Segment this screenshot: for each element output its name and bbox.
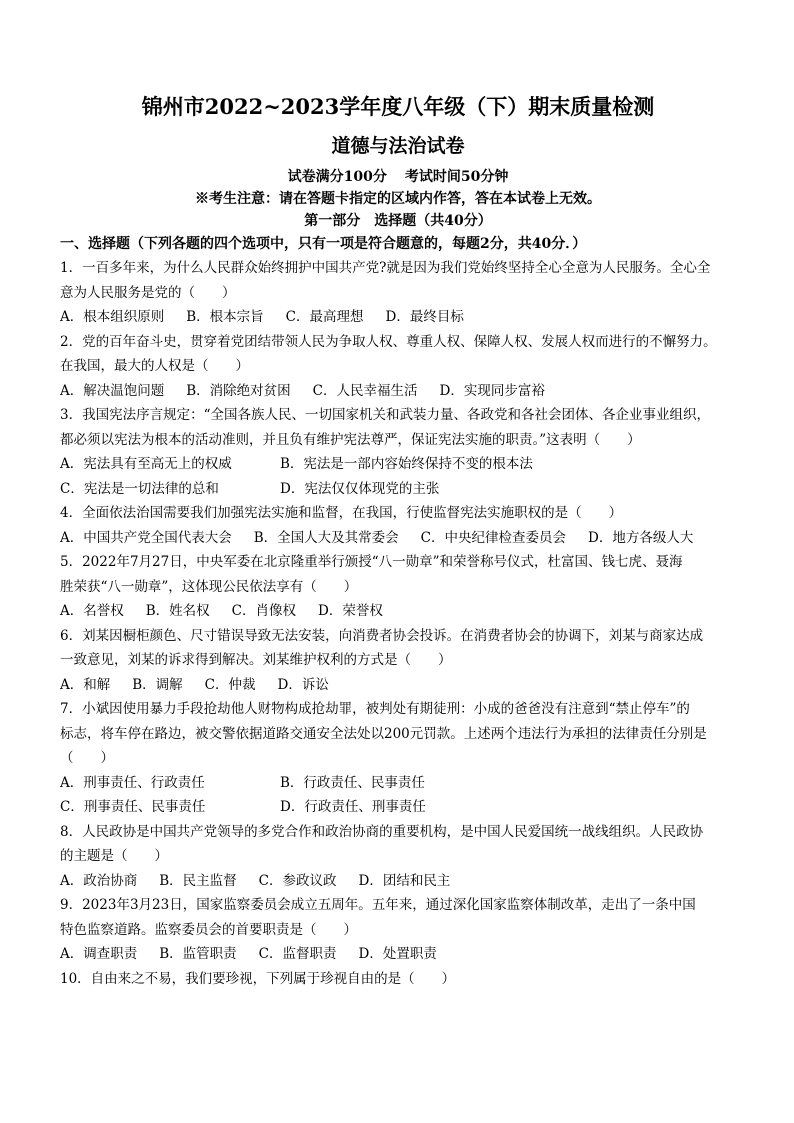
question-3: [60, 403, 736, 501]
answer-option: D．地方各级人大: [588, 529, 694, 546]
question-stem-line: 的主题是（ ）: [60, 848, 168, 864]
option-row: [60, 526, 736, 551]
question-1: [60, 256, 736, 330]
option-row: [60, 795, 736, 820]
question-stem-line: （ ）: [60, 750, 114, 766]
answer-option: D．行政责任、刑事责任: [280, 799, 426, 815]
option-row: [60, 305, 736, 330]
answer-option: B．民主监督: [159, 872, 237, 889]
answer-option: A．宪法具有至高无上的权威: [60, 456, 232, 472]
option-row: [60, 942, 736, 967]
section-title: 一、选择题（下列各题的四个选项中，只有一项是符合题意的，每题2分，共40分．）: [60, 236, 587, 252]
question-stem-line: 1．一百多年来，为什么人民群众始终拥护中国共产党?就是因为我们党始终坚持全心全意为人民服务。全心全: [60, 260, 711, 276]
answer-option: A．中国共产党全国代表大会: [60, 529, 232, 546]
question-stem-line: 标志，将车停在路边，被交警依据道路交通安全法处以200元罚款。上述两个违法行为承担的法律责任分别是: [60, 725, 707, 742]
answer-option: B．宪法是一部内容始终保持不变的根本法: [280, 456, 533, 472]
question-stem-line: 3．我国宪法序言规定：“全国各族人民、一切国家机关和武装力量、各政党和各社会团体、各企业事业组织，: [60, 407, 710, 423]
answer-option: C．仲裁: [204, 676, 256, 693]
exam-notice: ※考生注意：请在答题卡指定的区域内作答，答在本试卷上无效。: [195, 191, 601, 207]
option-row: [60, 673, 736, 698]
question-5: [60, 550, 736, 624]
answer-option: B．行政责任、民事责任: [280, 774, 425, 791]
question-stem-line: 2．党的百年奋斗史，贯穿着党团结带领人民为争取人权、尊重人权、保障人权、发展人权而进行的不懈努力。: [60, 333, 717, 350]
answer-option: C．人民幸福生活: [312, 382, 418, 399]
exam-subtitle: 道德与法治试卷: [331, 135, 465, 157]
exam-info-line: [60, 166, 736, 188]
question-7: [60, 697, 736, 820]
question-9: [60, 893, 736, 967]
answer-option: A．政治协商: [60, 872, 138, 889]
question-stem-line: 4．全面依法治国需要我们加强宪法实施和监督，在我国，行使监督宪法实施职权的是（ ）: [60, 505, 623, 521]
score-info: 试卷满分100分: [287, 169, 387, 185]
question-stem-line: 10．自由来之不易，我们要珍视，下列属于珍视自由的是（ ）: [60, 970, 456, 987]
answer-option: C．宪法是一切法律的总和: [60, 480, 219, 497]
question-6: [60, 624, 736, 698]
option-row: [60, 599, 736, 624]
option-row: [60, 379, 736, 404]
answer-option: D．团结和民主: [358, 872, 451, 889]
answer-option: A．名誉权: [60, 603, 124, 619]
answer-option: B．调解: [132, 676, 183, 693]
answer-option: D．实现同步富裕: [439, 382, 545, 399]
question-stem-line: 在我国，最大的人权是（ ）: [60, 358, 249, 374]
answer-option: C．刑事责任、民事责任: [60, 799, 206, 815]
option-row: [60, 869, 736, 894]
part-title: 第一部分 选择题（共40分）: [304, 213, 492, 229]
answer-option: D．诉讼: [277, 676, 329, 693]
answer-option: A．刑事责任、行政责任: [60, 774, 205, 791]
question-2: [60, 330, 736, 404]
answer-option: D．荣誉权: [318, 603, 383, 619]
option-row: [60, 477, 736, 502]
answer-option: D．宪法仅仅体现党的主张: [280, 480, 440, 497]
time-info: 考试时间50分钟: [404, 169, 509, 185]
answer-option: B．姓名权: [145, 603, 210, 619]
answer-option: D．处置职责: [358, 946, 437, 962]
answer-option: B．消除绝对贫困: [186, 382, 291, 399]
option-row: [60, 452, 736, 477]
answer-option: A．和解: [60, 676, 111, 693]
answer-option: A．根本组织原则: [60, 309, 165, 325]
exam-page: [60, 90, 736, 991]
question-stem-line: 都必须以宪法为根本的活动准则，并且负有维护宪法尊严，保证宪法实施的职责。”这表明（ ）: [60, 431, 641, 448]
answer-option: B．根本宗旨: [186, 309, 264, 325]
answer-option: A．解决温饱问题: [60, 382, 165, 399]
question-stem-line: 6．刘某因橱柜颜色、尺寸错误导致无法安装，向消费者协会投诉。在消费者协会的协调下，刘某与商家达成: [60, 627, 704, 644]
question-stem-line: 5．2022年7月27日，中央军委在北京隆重举行颁授“八一勋章”和荣誉称号仪式，杜富国、钱七虎、聂海: [60, 554, 683, 570]
answer-option: C．监督职责: [258, 946, 337, 962]
answer-option: B．全国人大及其常委会: [253, 529, 399, 546]
answer-option: C．最高理想: [285, 309, 364, 325]
question-10: [60, 967, 736, 992]
question-8: [60, 820, 736, 894]
question-list: [60, 256, 736, 991]
question-stem-line: 8．人民政协是中国共产党领导的多党合作和政治协商的重要机构，是中国人民爱国统一战线组织。人民政协: [60, 823, 704, 840]
answer-option: C．肖像权: [231, 603, 297, 619]
answer-option: D．最终目标: [385, 309, 464, 325]
question-stem-line: 特色监察道路。监察委员会的首要职责是（ ）: [60, 921, 357, 938]
answer-option: B．监管职责: [159, 946, 237, 962]
question-stem-line: 一致意见，刘某的诉求得到解决。刘某维护权利的方式是（ ）: [60, 652, 452, 668]
exam-title: 锦州市2022~2023学年度八年级（下）期末质量检测: [141, 94, 655, 119]
answer-option: A．调查职责: [60, 946, 138, 962]
option-row: [60, 771, 736, 796]
question-stem-line: 意为人民服务是党的（ ）: [60, 284, 236, 301]
question-stem-line: 9．2023年3月23日，国家监察委员会成立五周年。五年来，通过深化国家监察体制改革，走出了一条中国: [60, 897, 696, 913]
answer-option: C．参政议政: [258, 872, 337, 889]
question-4: [60, 501, 736, 550]
question-stem-line: 7．小斌因使用暴力手段抢劫他人财物构成抢劫罪，被判处有期徒刑：小成的爸爸没有注意到“禁止停车”的: [60, 701, 690, 717]
answer-option: C．中央纪律检查委员会: [420, 529, 567, 546]
question-stem-line: 胜荣获“八一勋章”，这体现公民依法享有（ ）: [60, 578, 358, 595]
